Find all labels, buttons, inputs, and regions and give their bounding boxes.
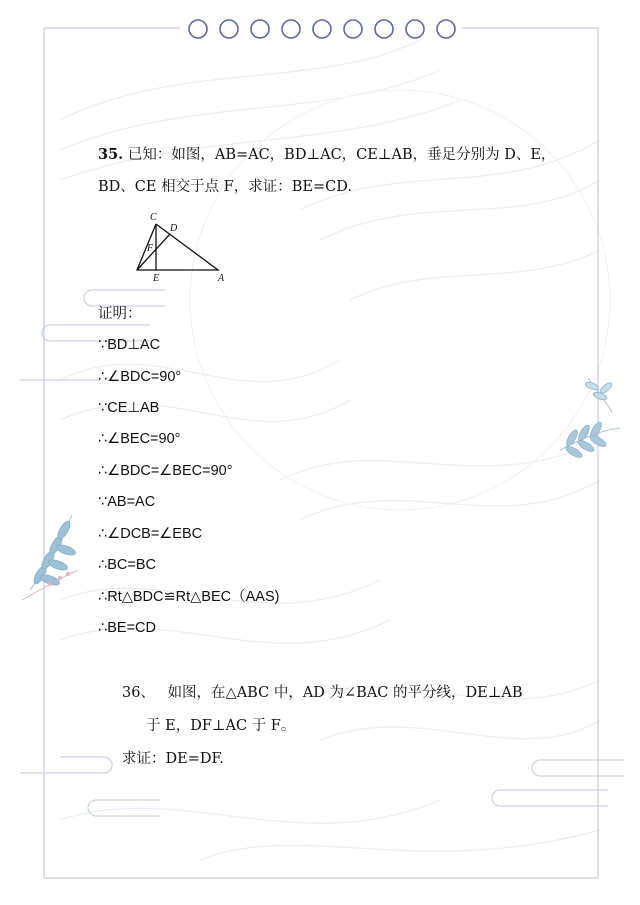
problem-35-number: 35. — [98, 146, 124, 163]
proof-step-2: ∴∠BDC=90° — [98, 369, 182, 385]
binder-rings — [189, 20, 455, 38]
proof-step-7: ∴∠DCB=∠EBC — [98, 526, 203, 542]
figure-label-d: D — [170, 223, 178, 234]
proof-step-5: ∴∠BDC=∠BEC=90° — [98, 463, 233, 479]
leaf-sprig-left — [22, 515, 78, 600]
proof-step-4: ∴∠BEC=90° — [98, 431, 181, 447]
problem-36-number: 36、 — [122, 685, 155, 701]
problem-35-line-2: BD、CE 相交于点 F，求证：BE=CD. — [98, 179, 352, 195]
problem-36-statement: 如图，在△ABC 中，AD 为∠BAC 的平分线，DE⊥AB — [167, 685, 523, 701]
proof-step-8: ∴BC=BC — [98, 557, 156, 573]
problem-35-statement: 已知：如图，AB=AC，BD⊥AC，CE⊥AB，垂足分别为 D、E， — [127, 147, 556, 163]
figure-label-f: F — [147, 243, 154, 254]
figure-label-c: C — [150, 212, 157, 223]
problem-36-line-1 — [122, 686, 522, 701]
background-leaf-pattern — [60, 40, 610, 860]
figure-label-e: E — [153, 273, 160, 284]
problem-35-line-1 — [98, 148, 555, 163]
proof-step-9: ∴Rt△BDC≌Rt△BEC（AAS) — [98, 589, 280, 605]
figure-label-a: A — [218, 273, 225, 284]
problem-36-line-2: 于 E，DF⊥AC 于 F。 — [146, 718, 296, 734]
proof-step-6: ∵AB=AC — [98, 494, 156, 510]
problem-36-prove: 求证：DE=DF. — [122, 751, 224, 767]
proof-heading: 证明： — [98, 306, 142, 322]
proof-step-3: ∵CE⊥AB — [98, 400, 160, 416]
proof-step-1: ∵BD⊥AC — [98, 337, 161, 353]
proof-step-10: ∴BE=CD — [98, 620, 156, 636]
